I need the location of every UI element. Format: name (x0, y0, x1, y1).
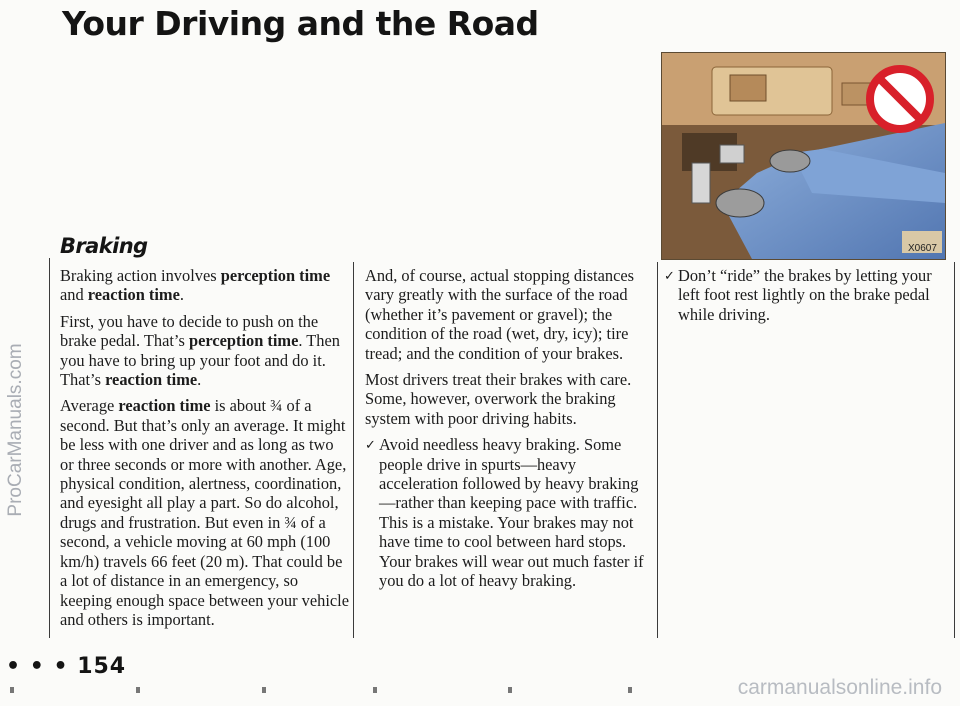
column-rule-left (49, 258, 50, 638)
paragraph: Most drivers treat their brakes with care. Some, however, overwork the braking system with poor driving habits. (365, 370, 632, 428)
illustration-svg (662, 53, 945, 259)
side-watermark-text: ProCarManuals.com (5, 343, 26, 517)
paragraph: Average reaction time is about ¾ of a second. But that’s only an average. It might be less with one driver and as long as two or three seconds or more with another. Age, physical condition, alertness, coordination, and eyesight all play a part. So do alcohol, drugs and frustration. But even in ¾ of a second, a vehicle moving at 60 mph (100 km/h) travels 66 feet (20 m). That could be a lot of distance in an emergency, so keeping enough space between your vehicle and others is important. (60, 396, 349, 629)
scan-mark (262, 687, 266, 693)
text-column-1 (60, 266, 350, 636)
scan-mark (373, 687, 377, 693)
illustration-foot-on-brake (661, 52, 946, 260)
paragraph: Braking action involves perception time and reaction time. (60, 266, 331, 305)
page-number-dots: • • • (6, 654, 69, 679)
checkmark-bullet-icon: ✓ (365, 437, 376, 453)
illustration-code: X0607 (908, 243, 937, 254)
text-column-2 (365, 266, 651, 598)
section-heading-braking: Braking (60, 234, 148, 258)
column-rule-far-right (954, 262, 955, 638)
bullet-item: ✓ Avoid needless heavy braking. Some people drive in spurts—heavy acceleration followed by heavy braking—rather than keeping pace with traffic. This is a mistake. Your brakes may not have time to cool between hard stops. Your brakes will wear out much faster if you do a lot of heavy braking. (365, 435, 644, 591)
side-watermark (0, 0, 34, 706)
scan-mark (508, 687, 512, 693)
page-number (6, 654, 126, 679)
scan-mark (10, 687, 14, 693)
page-number-value: 154 (77, 654, 127, 679)
scan-mark (628, 687, 632, 693)
bullet-item: ✓ Don’t “ride” the brakes by letting your left foot rest lightly on the brake pedal while driving. (664, 266, 932, 324)
page-title: Your Driving and the Road (62, 4, 539, 43)
bottom-watermark: carmanualsonline.info (737, 676, 942, 699)
paragraph: And, of course, actual stopping distances vary greatly with the surface of the road (whether it’s pavement or gravel); the condition of the road (wet, dry, icy); tire tread; and the condition of your brakes. (365, 266, 635, 363)
column-rule-right (657, 262, 658, 638)
text-column-3 (664, 266, 949, 331)
column-rule-middle (353, 262, 354, 638)
paragraph: First, you have to decide to push on the brake pedal. That’s perception time. Then you have to bring up your foot and do it. That’s reaction time. (60, 311, 340, 390)
checkmark-bullet-icon: ✓ (664, 268, 675, 283)
scan-mark (136, 687, 140, 693)
